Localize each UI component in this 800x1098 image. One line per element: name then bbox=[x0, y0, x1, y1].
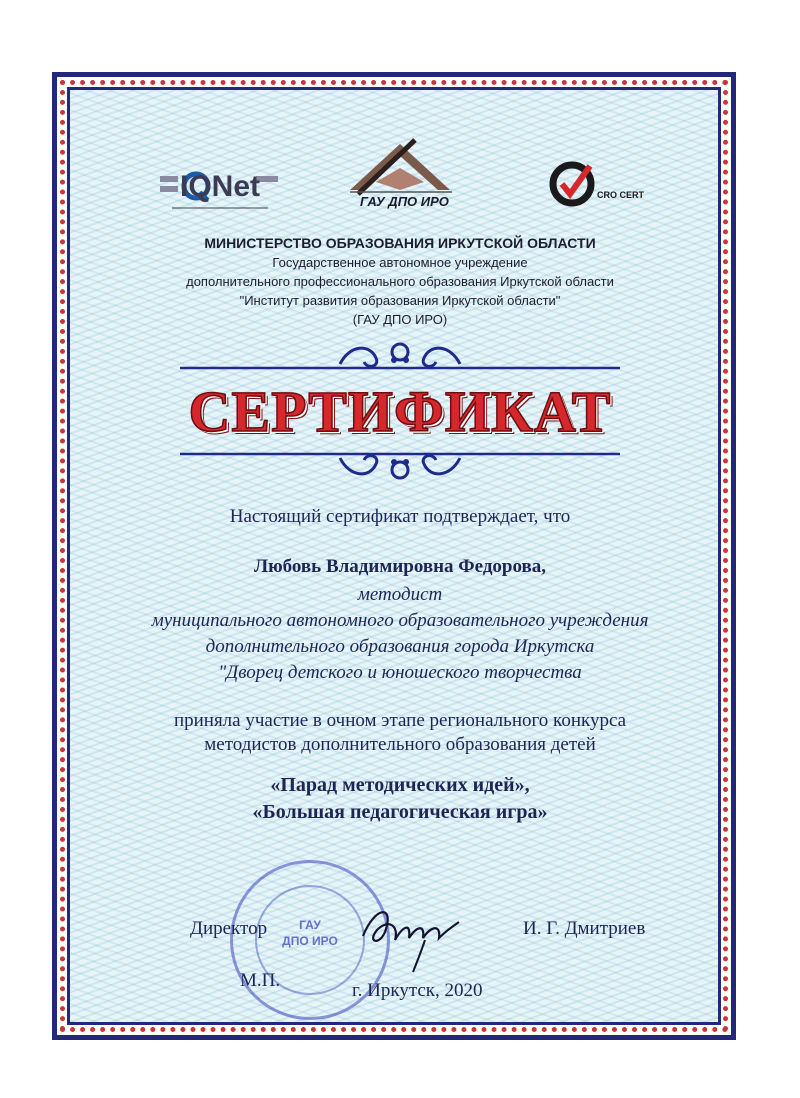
intro-text: Настоящий сертификат подтверждает, что bbox=[229, 506, 571, 527]
ministry-title: МИНИСТЕРСТВО ОБРАЗОВАНИЯ ИРКУТСКОЙ ОБЛАСТИ bbox=[204, 235, 596, 251]
institution-abbr: (ГАУ ДПО ИРО) bbox=[352, 312, 448, 327]
organization-line-3: "Дворец детского и юношеского творчества bbox=[218, 662, 582, 683]
director-label: Директор bbox=[190, 918, 268, 939]
seal-place-label: М.П. bbox=[240, 970, 281, 991]
recipient-position: методист bbox=[357, 584, 443, 605]
institution-name: "Институт развития образования Иркутской области" bbox=[239, 293, 561, 308]
iqnet-logo-text: IQNet bbox=[180, 170, 261, 203]
stamp-center-text-1: ГАУ bbox=[299, 918, 321, 932]
iro-logo-caption: ГАУ ДПО ИРО bbox=[360, 194, 449, 209]
director-signature bbox=[355, 896, 465, 976]
cro-cert-logo bbox=[548, 160, 648, 210]
ornament-bottom bbox=[180, 446, 620, 482]
organization-line-2: дополнительного образования города Иркутска bbox=[205, 636, 595, 657]
recipient-name: Любовь Владимировна Федорова, bbox=[253, 556, 547, 577]
participation-line-2: методистов дополнительного образования детей bbox=[204, 734, 596, 755]
city-and-year: г. Иркутск, 2020 bbox=[352, 980, 483, 1001]
cro-cert-logo-text: CRO CERT bbox=[597, 190, 644, 200]
institution-type: Государственное автономное учреждение bbox=[272, 255, 528, 270]
iqnet-logo bbox=[160, 168, 280, 214]
organization-line-1: муниципального автономного образовательного учреждения bbox=[151, 610, 649, 631]
contest-name-1: «Парад методических идей», bbox=[270, 774, 530, 796]
institution-scope: дополнительного профессионального образования Иркутской области bbox=[186, 274, 614, 289]
participation-line-1: приняла участие в очном этапе регионального конкурса bbox=[173, 710, 627, 731]
contest-name-2: «Большая педагогическая игра» bbox=[252, 801, 548, 823]
director-name: И. Г. Дмитриев bbox=[523, 918, 646, 939]
iro-logo bbox=[340, 138, 460, 216]
stamp-center-text-2: ДПО ИРО bbox=[282, 934, 338, 948]
certificate-title: СЕРТИФИКАТ bbox=[188, 379, 612, 444]
ornament-top bbox=[180, 340, 620, 376]
